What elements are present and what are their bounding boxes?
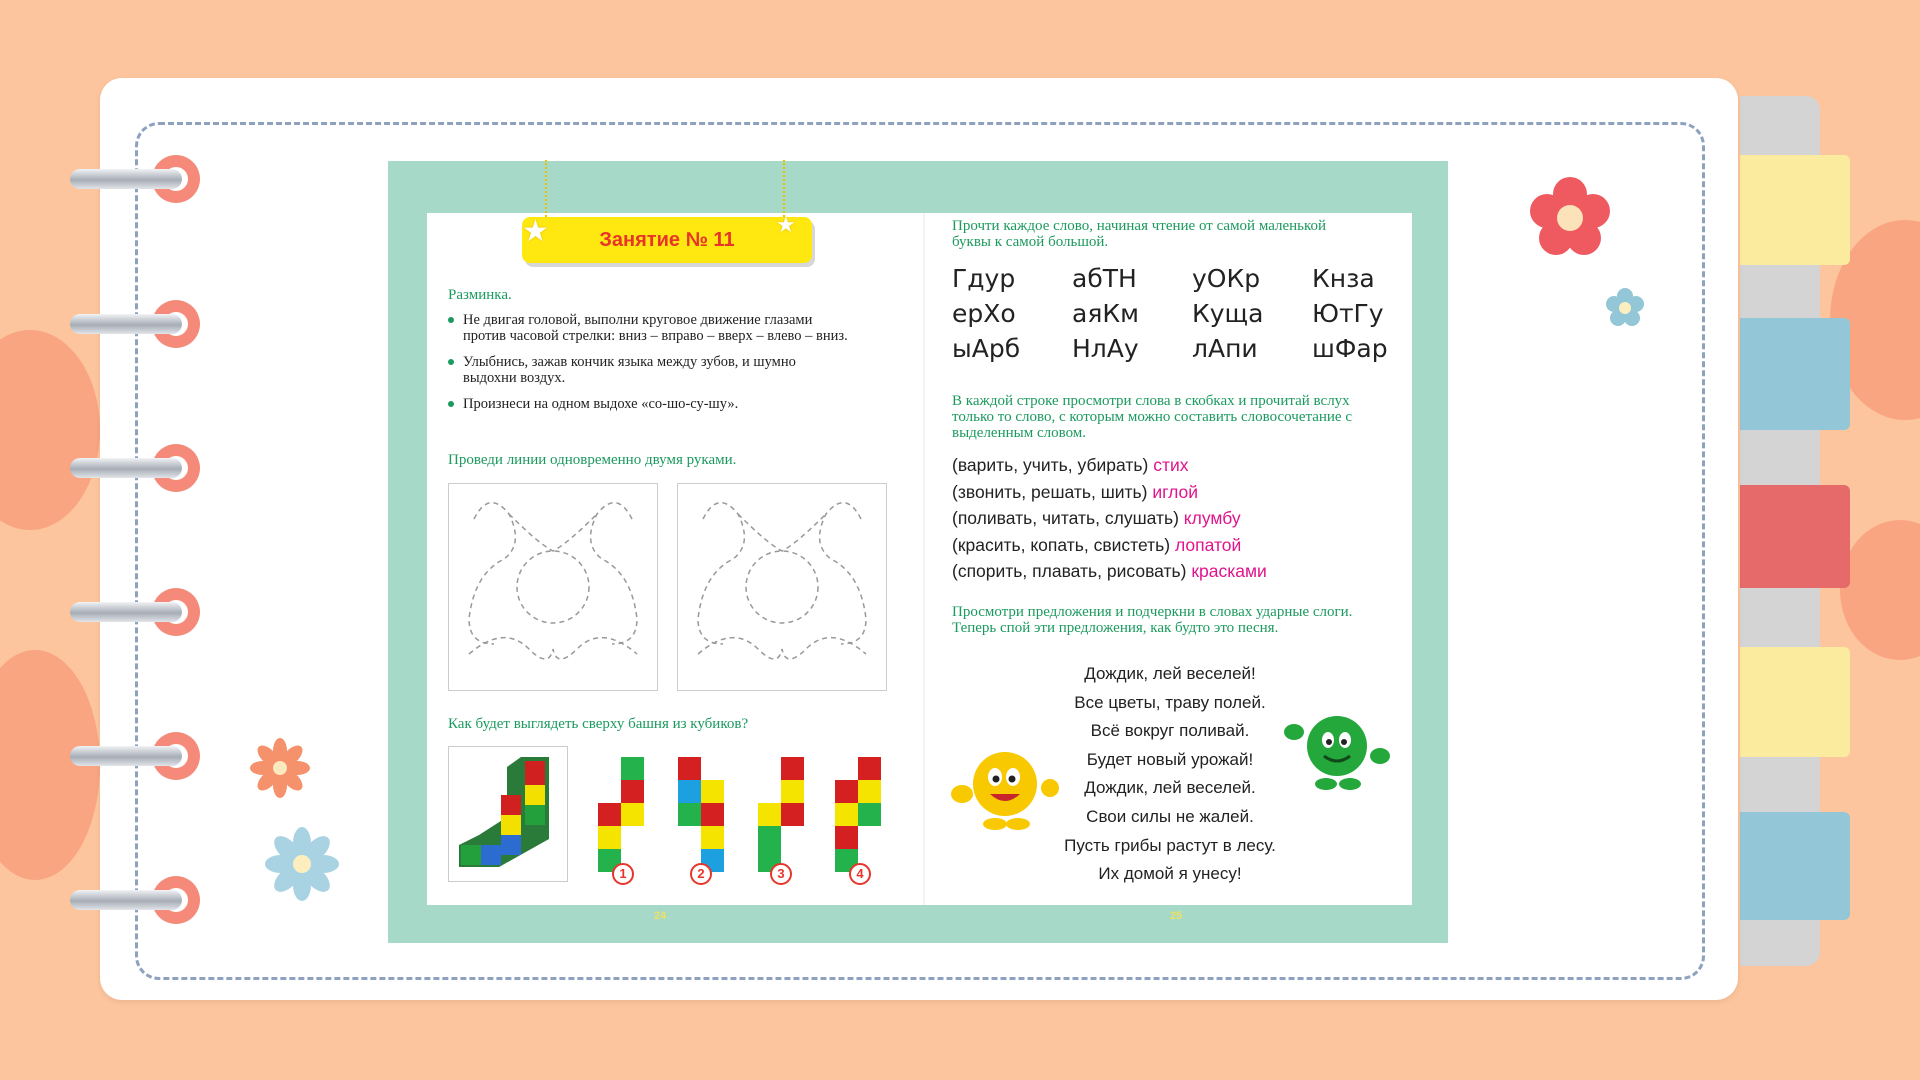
phrase-row: (спорить, плавать, рисовать) красками — [952, 561, 1267, 581]
binder-ring — [70, 444, 195, 492]
phrase-row: (красить, копать, свистеть) лопатой — [952, 534, 1242, 555]
scrambled-word: НлАу — [1072, 334, 1139, 363]
orange-flower-icon — [248, 736, 312, 800]
tab-blue-2[interactable] — [1740, 812, 1850, 920]
scrambled-word: уОКр — [1192, 264, 1261, 293]
tab-red[interactable] — [1740, 485, 1850, 588]
warmup-item: Не двигая головой, выполни круговое движение глазами против часовой стрелки: вниз – вправо – вверх – влево – вниз. — [448, 312, 848, 344]
word-grid — [952, 264, 1392, 363]
poem-line: Все цветы, траву полей. — [1074, 692, 1266, 712]
lines-task-heading: Проведи линии одновременно двумя руками. — [448, 452, 737, 468]
tab-blue[interactable] — [1740, 318, 1850, 430]
phrase-row: (варить, учить, убирать) стих — [952, 455, 1189, 475]
tab-yellow-2[interactable] — [1740, 647, 1850, 757]
cube-tower — [449, 747, 567, 881]
phrase-row: (поливать, читать, слушать) клумбу — [952, 508, 1241, 528]
highlighted-word: стих — [1153, 455, 1189, 475]
warmup-heading: Разминка. — [448, 287, 512, 303]
binder-ring — [70, 732, 195, 780]
poem-line: Будет новый урожай! — [1086, 749, 1254, 769]
scrambled-word: лАпи — [1192, 334, 1258, 363]
lesson-title: Занятие № 11 — [599, 228, 735, 251]
scrambled-word: шФар — [1312, 334, 1388, 363]
hanger-string — [545, 160, 549, 220]
page-fold — [923, 213, 925, 905]
phrase-task-heading: В каждой строке просмотри слова в скобках и прочитай вслух только то слово, с которым можно составить словосочетание с выделенным словом. — [952, 393, 1352, 441]
green-smiley-icon — [1282, 704, 1392, 794]
scrambled-word: абТН — [1072, 264, 1137, 293]
cubes-task-heading: Как будет выглядеть сверху башня из кубиков? — [448, 716, 749, 732]
paint-splat — [1840, 520, 1920, 660]
poem-line: Всё вокруг поливай. — [1090, 721, 1250, 741]
warmup-list — [448, 312, 848, 422]
poem-line: Свои силы не жалей. — [1086, 806, 1254, 826]
scrambled-word: аяКм — [1072, 299, 1139, 328]
poem-line: Дождик, лей веселей! — [1084, 664, 1256, 683]
tracing-pattern — [449, 484, 657, 690]
paint-splat — [0, 330, 100, 530]
tracing-box-right — [677, 483, 887, 691]
tab-yellow[interactable] — [1740, 155, 1850, 265]
scrambled-word: ерХо — [952, 299, 1016, 328]
yellow-smiley-icon — [950, 742, 1060, 832]
read-task-heading: Прочти каждое слово, начиная чтение от самой маленькой буквы к самой большой. — [952, 218, 1327, 250]
phrase-list — [952, 452, 1267, 585]
highlighted-word: иглой — [1152, 481, 1199, 502]
lesson-title-banner — [522, 217, 812, 263]
scrambled-word: Куща — [1192, 299, 1264, 328]
page-number-left: 24 — [654, 910, 667, 922]
binder-ring — [70, 300, 195, 348]
poem-line: Дождик, лей веселей. — [1084, 778, 1256, 798]
option-number: 1 — [612, 863, 634, 885]
scrambled-word: ЮтГу — [1312, 299, 1384, 328]
poem — [1030, 660, 1310, 889]
tracing-pattern — [678, 484, 886, 690]
scrambled-word: ыАрб — [952, 334, 1021, 363]
tracing-box-left — [448, 483, 658, 691]
star-icon: ★ — [776, 212, 796, 237]
binder-ring — [70, 155, 195, 203]
poem-line: Их домой я унесу! — [1098, 864, 1242, 884]
warmup-item: Улыбнись, зажав кончик языка между зубов, и шумно выдохни воздух. — [448, 354, 848, 386]
poem-line: Пусть грибы растут в лесу. — [1064, 835, 1276, 855]
binder-ring — [70, 588, 195, 636]
phrase-row: (звонить, решать, шить) иглой — [952, 481, 1199, 502]
highlighted-word: клумбу — [1183, 508, 1241, 528]
blue-flower-icon — [1600, 283, 1650, 333]
lightblue-flower-icon — [262, 824, 342, 904]
option-number: 4 — [849, 863, 871, 885]
red-flower-icon — [1522, 170, 1618, 266]
hanger-string — [783, 160, 787, 220]
star-icon: ★ — [522, 215, 549, 248]
highlighted-word: лопатой — [1174, 534, 1242, 555]
option-number: 3 — [770, 863, 792, 885]
binder-ring — [70, 876, 195, 924]
scrambled-word: Гдур — [952, 264, 1016, 293]
option-number: 2 — [690, 863, 712, 885]
highlighted-word: красками — [1191, 561, 1267, 581]
page-number-right: 25 — [1170, 910, 1183, 922]
cube-tower-picture — [448, 746, 568, 882]
scrambled-word: Кнза — [1312, 264, 1375, 293]
warmup-item: Произнеси на одном выдохе «со-шо-су-шу». — [448, 396, 848, 412]
poem-task-heading: Просмотри предложения и подчеркни в словах ударные слоги. Теперь спой эти предложения, как будто это песня. — [952, 604, 1353, 636]
